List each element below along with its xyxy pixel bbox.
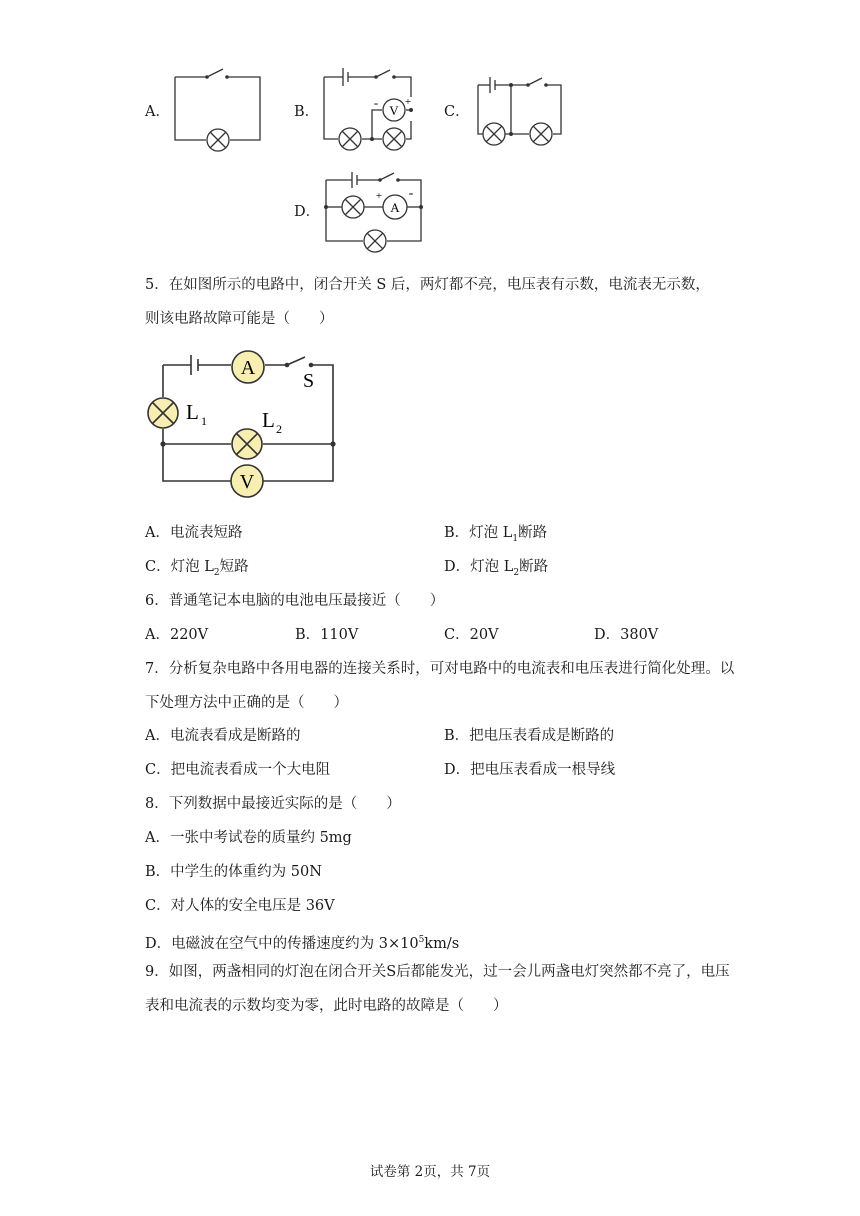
minus-sign: - xyxy=(373,95,379,110)
switch-label: S xyxy=(303,370,315,392)
option-d-label: D． xyxy=(294,204,321,220)
lamp-l2-subscript: 2 xyxy=(276,422,282,436)
option-b-label: B． xyxy=(294,104,320,120)
lamp-l1-label: L xyxy=(186,400,199,424)
q7-option-b: B．把电压表看成是断路的 xyxy=(444,728,615,744)
question-8-stem: 8．下列数据中最接近实际的是（ ） xyxy=(145,796,401,812)
q6-option-d: D．380V xyxy=(594,627,659,643)
ammeter-symbol: A xyxy=(390,200,400,215)
q8-option-d: D．电磁波在空气中的传播速度约为 $3\times 10^5km/s$ xyxy=(145,935,460,952)
q6-option-b: B．110V xyxy=(295,627,359,643)
circuit-diagram-option-b xyxy=(316,65,426,157)
plus-sign: + xyxy=(404,96,412,108)
q8-option-a: A．一张中考试卷的质量约 5mg xyxy=(145,830,352,846)
q6-option-c: C．20V xyxy=(444,627,499,643)
q5-option-c: C．灯泡 $L_2$短路 xyxy=(145,559,249,578)
question-6-stem: 6．普通笔记本电脑的电池电压最接近（ ） xyxy=(145,593,445,609)
circuit-diagram-option-c xyxy=(466,65,571,155)
circuit-diagram-option-a xyxy=(165,65,270,155)
q5-option-b: B．灯泡 $L_1$断路 xyxy=(444,525,548,544)
question-7-stem: 7．分析复杂电路中各用电器的连接关系时，可对电路中的电流表和电压表进行简化处理。以下处理方法中正确的是（ ） xyxy=(145,661,735,711)
page-footer: 试卷第 2页，共 7页 xyxy=(369,1164,491,1180)
q8-option-b: B．中学生的体重约为 50N xyxy=(145,864,322,880)
question-5-stem: 5．在如图所示的电路中，闭合开关 S 后，两灯都不亮，电压表有示数，电流表无示数，则该电路故障可能是（ ） xyxy=(145,277,710,327)
plus-sign: + xyxy=(375,190,383,202)
voltmeter-symbol: V xyxy=(239,471,255,493)
ammeter-symbol: A xyxy=(240,357,256,379)
lamp-l1-subscript: 1 xyxy=(201,414,207,428)
q6-option-a: A．220V xyxy=(145,627,209,643)
circuit-diagram-option-d xyxy=(316,163,431,258)
q7-option-a: A．电流表看成是断路的 xyxy=(145,728,301,744)
q5-option-a: A．电流表短路 xyxy=(145,525,243,541)
option-c-label: C． xyxy=(444,104,470,120)
question-5-circuit-diagram xyxy=(145,343,350,503)
q5-option-d: D．灯泡 $L_2$断路 xyxy=(444,559,549,578)
q8-option-c: C．对人体的安全电压是 36V xyxy=(145,898,335,914)
q7-option-d: D．把电压表看成一根导线 xyxy=(444,762,616,778)
voltmeter-symbol: V xyxy=(389,103,399,118)
minus-sign: - xyxy=(408,186,414,201)
q7-option-c: C．把电流表看成一个大电阻 xyxy=(145,762,331,778)
lamp-l2-label: L xyxy=(262,408,275,432)
question-9-stem: 9．如图，两盏相同的灯泡在闭合开关S后都能发光，过一会儿两盏电灯突然都不亮了，电压表和电流表的示数均变为零，此时电路的故障是（ ） xyxy=(145,964,730,1014)
option-a-label: A． xyxy=(145,104,170,120)
